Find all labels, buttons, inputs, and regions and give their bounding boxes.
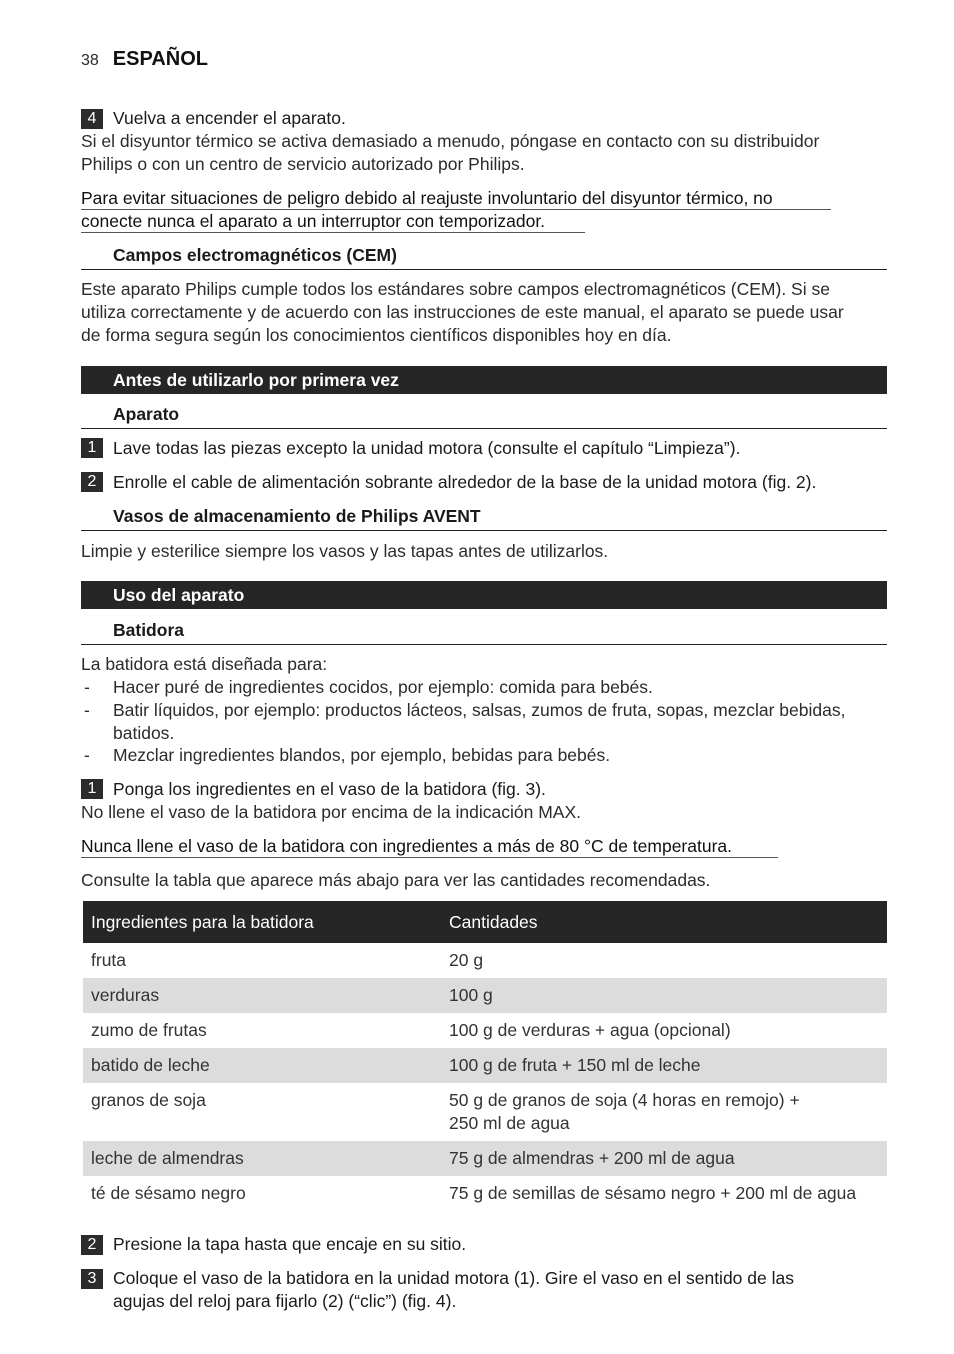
subsection-title: Batidora	[113, 620, 184, 640]
table-row	[83, 1141, 887, 1176]
table-cell: granos de soja	[91, 1090, 206, 1110]
body-line: Si el disyuntor térmico se activa demasiado a menudo, póngase en contacto con su distribuidor	[81, 131, 820, 151]
step-text: agujas del reloj para fijarlo (2) (“clic”) (fig. 4).	[113, 1291, 457, 1311]
warning-line: Nunca llene el vaso de la batidora con ingredientes a más de 80 °C de temperatura.	[81, 836, 733, 856]
table-cell: leche de almendras	[83, 1141, 441, 1176]
list-item-text: batidos.	[113, 723, 175, 743]
table-header-cell: Cantidades	[441, 901, 887, 943]
page-number: 38	[81, 52, 99, 69]
step-text: Coloque el vaso de la batidora en la unidad motora (1). Gire el vaso en el sentido de las	[113, 1268, 794, 1288]
step-text: Ponga los ingredientes en el vaso de la batidora (fig. 3).	[113, 779, 546, 799]
section-header	[81, 581, 887, 609]
subsection-header	[81, 398, 887, 429]
subsection-header	[81, 239, 887, 270]
table-header-cell: Ingredientes para la batidora	[83, 901, 441, 943]
table-cell: verduras	[83, 978, 441, 1013]
body-line: Philips o con un centro de servicio autorizado por Philips.	[81, 154, 525, 174]
list-item-text: Hacer puré de ingredientes cocidos, por ejemplo: comida para bebés.	[113, 677, 653, 697]
list-item-text: Batir líquidos, por ejemplo: productos lácteos, salsas, zumos de fruta, sopas, mezclar bebidas,	[113, 700, 846, 720]
table-cell-line: 250 ml de agua	[449, 1113, 570, 1133]
warning-underline	[81, 857, 778, 858]
table-cell: zumo de frutas	[91, 1020, 207, 1040]
step-text: Vuelva a encender el aparato.	[113, 108, 346, 128]
page-header	[81, 48, 208, 71]
table-row	[83, 1013, 887, 1048]
table-row	[83, 978, 887, 1013]
table-cell: té de sésamo negro	[91, 1183, 246, 1203]
table-cell-line: 50 g de granos de soja (4 horas en remojo) +	[449, 1090, 800, 1110]
table-cell: 100 g	[441, 978, 887, 1013]
subsection-title: Aparato	[113, 404, 180, 424]
step-number-box: 3	[81, 1269, 103, 1289]
table-row	[83, 1176, 887, 1211]
section-title: Uso del aparato	[113, 585, 245, 605]
step-number-box: 1	[81, 779, 103, 799]
step-number-box: 4	[81, 109, 103, 129]
body-line: Limpie y esterilice siempre los vasos y las tapas antes de utilizarlos.	[81, 541, 609, 561]
body-line: utiliza correctamente y de acuerdo con las instrucciones de este manual, el aparato se puede usar	[81, 302, 844, 322]
warning-line: conecte nunca el aparato a un interruptor con temporizador.	[81, 211, 546, 231]
table-row	[83, 1083, 887, 1141]
step-text: Lave todas las piezas excepto la unidad motora (consulte el capítulo “Limpieza”).	[113, 438, 741, 458]
table-cell: batido de leche	[83, 1048, 441, 1083]
step-text: Enrolle el cable de alimentación sobrante alrededor de la base de la unidad motora (fig. 2).	[113, 472, 817, 492]
body-line: Consulte la tabla que aparece más abajo para ver las cantidades recomendadas.	[81, 870, 711, 890]
section-header	[81, 366, 887, 394]
list-item-text: Mezclar ingredientes blandos, por ejemplo, bebidas para bebés.	[113, 745, 611, 765]
quantities-table	[83, 901, 887, 1211]
subsection-title: Campos electromagnéticos (CEM)	[113, 245, 397, 265]
table-cell: 75 g de almendras + 200 ml de agua	[441, 1141, 887, 1176]
table-cell: fruta	[91, 950, 127, 970]
step-text: Presione la tapa hasta que encaje en su sitio.	[113, 1234, 467, 1254]
table-cell: 100 g de verduras + agua (opcional)	[449, 1020, 731, 1040]
step-number-box: 2	[81, 1235, 103, 1255]
language-label: ESPAÑOL	[112, 48, 208, 70]
body-line: No llene el vaso de la batidora por encima de la indicación MAX.	[81, 802, 582, 822]
body-line: Este aparato Philips cumple todos los estándares sobre campos electromagnéticos (CEM). Si se	[81, 279, 830, 299]
table-header-row	[83, 901, 887, 943]
warning-underline	[81, 232, 585, 233]
subsection-title: Vasos de almacenamiento de Philips AVENT	[113, 506, 481, 526]
section-title: Antes de utilizarlo por primera vez	[113, 370, 399, 390]
warning-line: Para evitar situaciones de peligro debido al reajuste involuntario del disyuntor térmico, no	[81, 188, 773, 208]
table-row	[83, 1048, 887, 1083]
body-line: La batidora está diseñada para:	[81, 654, 328, 674]
subsection-header	[81, 614, 887, 645]
table-row	[83, 943, 887, 978]
table-cell	[441, 1083, 887, 1141]
step-number-box: 1	[81, 438, 103, 458]
table-cell: 100 g de fruta + 150 ml de leche	[441, 1048, 887, 1083]
table-cell: 75 g de semillas de sésamo negro + 200 ml de agua	[449, 1183, 857, 1203]
body-line: de forma segura según los conocimientos científicos disponibles hoy en día.	[81, 325, 672, 345]
step-number-box: 2	[81, 472, 103, 492]
table-cell: 20 g	[449, 950, 484, 970]
subsection-header	[81, 500, 887, 531]
